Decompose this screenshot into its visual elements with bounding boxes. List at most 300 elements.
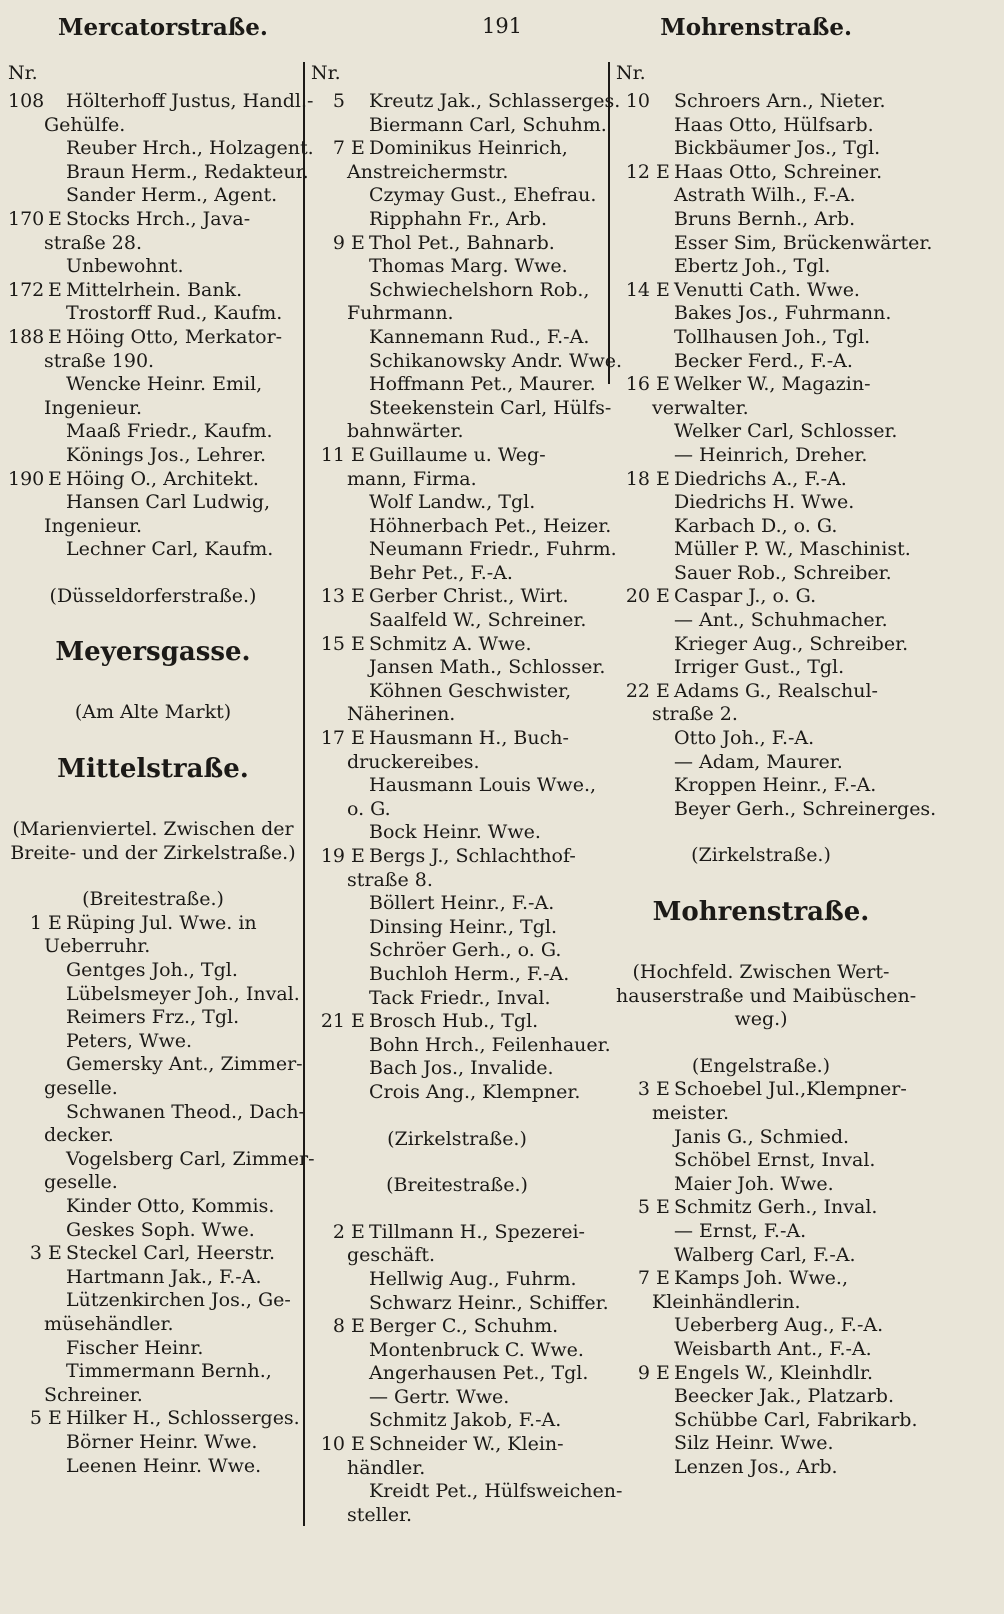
house-number xyxy=(8,1455,48,1479)
entry-row xyxy=(311,656,606,680)
entry-text: Lechner Carl, Kaufm. xyxy=(66,538,274,561)
owner-mark xyxy=(351,892,369,916)
entry-text: Astrath Wilh., F.-A. xyxy=(674,184,856,207)
cross-street-note: (Zirkelstraße.) xyxy=(691,844,831,867)
owner-mark xyxy=(351,562,369,586)
entry-continuation xyxy=(8,114,298,138)
entry-text: Timmermann Bernh., xyxy=(66,1360,272,1383)
entry-text: Biermann Carl, Schuhm. xyxy=(369,113,607,136)
entry-text: Dominikus Heinrich, xyxy=(369,137,568,160)
house-number xyxy=(311,1081,351,1105)
entry-text: Ripphahn Fr., Arb. xyxy=(369,207,548,230)
entry-text: Berger C., Schuhm. xyxy=(369,1315,559,1338)
entry-text: Bohn Hrch., Feilenhauer. xyxy=(369,1033,611,1056)
entry-row xyxy=(616,231,933,256)
entry-text: Engels W., Kleinhdlr. xyxy=(674,1361,874,1384)
entry-text: Neumann Friedr., Fuhrm. xyxy=(369,538,617,561)
owner-mark xyxy=(656,184,674,208)
entry-row xyxy=(311,892,603,916)
entry-row xyxy=(616,1126,906,1150)
entry-text: bahnwärter. xyxy=(347,420,464,443)
entry-continuation xyxy=(311,420,603,444)
entry-row xyxy=(616,1196,906,1220)
owner-mark xyxy=(656,114,674,138)
entry-row xyxy=(8,1147,315,1172)
entry-text: Schikanowsky Andr. Wwe. xyxy=(369,349,623,372)
entry-text: Welker Carl, Schlosser. xyxy=(674,420,898,443)
entry-text: Wencke Heinr. Emil, xyxy=(66,373,263,396)
entry-row xyxy=(616,1314,906,1338)
entry-text: Bakes Jos., Fuhrmann. xyxy=(674,302,892,325)
owner-mark xyxy=(656,1126,674,1150)
house-number: 9 xyxy=(332,231,345,254)
entry-text: Esser Sim, Brückenwärter. xyxy=(674,231,933,254)
owner-mark xyxy=(351,821,369,845)
entry-text: geselle. xyxy=(44,1077,118,1099)
entry-text: Bickbäumer Jos., Tgl. xyxy=(674,137,881,160)
entry-text: Schmitz A. Wwe. xyxy=(369,632,532,655)
owner-mark: E xyxy=(656,1361,670,1384)
house-number xyxy=(8,1289,48,1313)
owner-mark xyxy=(656,1338,674,1362)
entry-row xyxy=(616,302,906,326)
entry-text: Becker Ferd., F.-A. xyxy=(674,349,853,372)
house-number xyxy=(311,1409,351,1433)
house-number: 18 xyxy=(625,467,650,490)
house-number: 8 xyxy=(332,1315,345,1338)
entry-row xyxy=(8,373,298,397)
owner-mark xyxy=(656,255,674,279)
entry-row xyxy=(8,912,298,936)
entry-text: verwalter. xyxy=(652,396,749,419)
entry-row xyxy=(311,987,603,1011)
owner-mark xyxy=(656,326,674,350)
entry-text: Otto Joh., F.-A. xyxy=(674,727,815,750)
owner-mark xyxy=(48,1289,66,1313)
entry-text: händler. xyxy=(347,1456,426,1479)
entry-row xyxy=(616,161,906,185)
entry-row xyxy=(8,160,309,185)
entry-text: Haas Otto, Schreiner. xyxy=(674,160,883,183)
entry-continuation xyxy=(311,798,603,822)
entry-row xyxy=(311,373,603,397)
entry-row xyxy=(616,255,906,279)
owner-mark: E xyxy=(48,207,62,230)
owner-mark xyxy=(351,255,369,279)
entry-text: Tillmann H., Spezerei- xyxy=(369,1220,585,1243)
entry-row xyxy=(616,1362,906,1386)
owner-mark: E xyxy=(48,325,62,348)
entry-text: Crois Ang., Klempner. xyxy=(369,1080,581,1103)
house-number xyxy=(311,963,351,987)
house-number xyxy=(616,302,656,326)
entry-text: Guillaume u. Weg- xyxy=(369,443,546,466)
owner-mark xyxy=(48,90,66,114)
entry-row xyxy=(616,137,906,161)
entry-text: Hilker H., Schlosserges. xyxy=(66,1407,300,1430)
owner-mark xyxy=(351,373,369,397)
owner-mark xyxy=(656,1385,674,1409)
entry-text: — Ant., Schuhmacher. xyxy=(674,609,888,632)
entry-text: straße 28. xyxy=(44,231,142,254)
street-description: weg.) xyxy=(734,1008,788,1031)
house-number: 12 xyxy=(625,160,650,183)
house-number xyxy=(616,350,656,374)
owner-mark: E xyxy=(48,1407,62,1430)
house-number: 10 xyxy=(625,90,650,112)
entry-text: Venutti Cath. Wwe. xyxy=(674,278,860,301)
entry-row xyxy=(8,208,298,232)
entry-text: Irriger Gust., Tgl. xyxy=(674,656,845,679)
entry-text: Welker W., Magazin- xyxy=(674,373,871,396)
house-number: 5 xyxy=(637,1196,650,1219)
house-number: 5 xyxy=(29,1407,42,1430)
house-number xyxy=(8,420,48,444)
owner-mark xyxy=(48,1431,66,1455)
entry-row xyxy=(616,326,906,350)
entry-row xyxy=(616,656,906,680)
entry-text: steller. xyxy=(347,1503,413,1526)
house-number: 10 xyxy=(320,1433,345,1456)
owner-mark xyxy=(656,727,674,751)
entry-row xyxy=(8,1431,298,1455)
house-number: 15 xyxy=(320,632,345,655)
entry-text: — Ernst, F.-A. xyxy=(674,1219,807,1242)
entry-text: Hellwig Aug., Fuhrm. xyxy=(369,1267,577,1290)
entry-row xyxy=(311,1315,603,1339)
house-number xyxy=(311,1057,351,1081)
owner-mark xyxy=(48,983,66,1007)
owner-mark xyxy=(48,1006,66,1030)
owner-mark xyxy=(48,161,66,185)
entry-text: straße 8. xyxy=(347,868,433,891)
entry-text: Bach Jos., Invalide. xyxy=(369,1057,554,1080)
house-number xyxy=(311,114,351,138)
entry-row xyxy=(311,963,603,987)
entry-text: — Adam, Maurer. xyxy=(674,750,843,773)
house-number: 188 xyxy=(8,325,45,348)
owner-mark: E xyxy=(351,585,365,608)
entry-row xyxy=(311,1386,603,1410)
house-number xyxy=(616,1314,656,1338)
cross-street-note: (Engelstraße.) xyxy=(691,1054,831,1077)
entry-text: müsehändler. xyxy=(44,1312,174,1335)
entry-continuation xyxy=(311,302,603,326)
owner-mark xyxy=(656,90,674,114)
owner-mark xyxy=(351,1081,369,1105)
owner-mark: E xyxy=(656,1196,670,1219)
house-number: 1 xyxy=(29,911,42,934)
entry-row xyxy=(616,797,937,822)
entry-row xyxy=(8,1360,298,1384)
entry-row xyxy=(311,585,603,609)
owner-mark xyxy=(351,1362,369,1386)
entry-row xyxy=(616,1385,906,1409)
entry-text: Trostorff Rud., Kaufm. xyxy=(66,302,283,325)
owner-mark xyxy=(48,1337,66,1361)
house-number xyxy=(311,680,351,704)
owner-mark xyxy=(656,1314,674,1338)
house-number xyxy=(8,1360,48,1384)
entry-text: Kannemann Rud., F.-A. xyxy=(369,325,590,348)
owner-mark xyxy=(48,959,66,983)
owner-mark xyxy=(351,1480,369,1504)
house-number xyxy=(311,1480,351,1504)
owner-mark xyxy=(351,90,369,114)
entry-row xyxy=(311,396,612,421)
entry-text: Unbewohnt. xyxy=(66,255,184,278)
entry-row xyxy=(616,680,906,704)
entry-row xyxy=(311,1010,603,1034)
entry-row xyxy=(8,326,298,350)
entry-row xyxy=(311,1081,603,1105)
owner-mark: E xyxy=(48,1242,62,1265)
entry-text: Walberg Carl, F.-A. xyxy=(674,1243,856,1266)
house-number xyxy=(311,1034,351,1058)
entry-text: Stocks Hrch., Java- xyxy=(66,207,251,230)
house-number xyxy=(8,1431,48,1455)
house-number xyxy=(311,916,351,940)
owner-mark xyxy=(351,350,369,374)
owner-mark xyxy=(48,1148,66,1172)
entry-row xyxy=(8,302,298,326)
entry-row xyxy=(311,680,603,704)
entry-text: Ebertz Joh., Tgl. xyxy=(674,255,831,278)
house-number xyxy=(616,1385,656,1409)
entry-text: Näherinen. xyxy=(347,703,456,726)
entry-text: Brosch Hub., Tgl. xyxy=(369,1010,539,1033)
entry-text: Hoffmann Pet., Maurer. xyxy=(369,373,596,396)
entry-row xyxy=(616,373,906,397)
cross-street-note: (Breitestraße.) xyxy=(386,1174,528,1197)
entry-text: Kreidt Pet., Hülfsweichen- xyxy=(369,1480,623,1503)
running-head-right: Mohrenstraße. xyxy=(660,14,852,41)
entry-row xyxy=(311,633,603,657)
entry-text: Kroppen Heinr., F.-A. xyxy=(674,774,877,797)
house-number xyxy=(311,1268,351,1292)
house-number xyxy=(616,137,656,161)
owner-mark: E xyxy=(656,373,670,396)
entry-row xyxy=(8,1219,298,1243)
entry-text: Beecker Jak., Platzarb. xyxy=(674,1385,894,1408)
street-description: (Hochfeld. Zwischen Wert- xyxy=(632,961,890,983)
entry-row xyxy=(311,349,623,374)
entry-row xyxy=(311,1057,603,1081)
entry-text: Schneider W., Klein- xyxy=(369,1433,564,1456)
entry-text: Beyer Gerh., Schreinerges. xyxy=(674,797,937,820)
entry-text: Schröer Gerh., o. G. xyxy=(369,939,562,962)
entry-text: Geskes Soph. Wwe. xyxy=(66,1218,255,1241)
entry-row xyxy=(311,444,603,468)
owner-mark xyxy=(48,1101,66,1125)
entry-text: Schoebel Jul.,Klempner- xyxy=(674,1078,907,1101)
house-number xyxy=(616,232,656,256)
entry-row xyxy=(8,1266,298,1290)
entry-list xyxy=(616,1078,918,1479)
house-number xyxy=(311,1339,351,1363)
house-number: 5 xyxy=(332,90,345,112)
owner-mark xyxy=(48,184,66,208)
entry-row xyxy=(8,1407,298,1431)
house-number xyxy=(311,279,351,303)
entry-text: Schwiechelshorn Rob., xyxy=(369,278,590,301)
entry-continuation xyxy=(8,350,298,374)
entry-text: Bergs J., Schlachthof- xyxy=(369,845,576,867)
house-number xyxy=(8,373,48,397)
owner-mark xyxy=(48,1266,66,1290)
entry-text: Könings Jos., Lehrer. xyxy=(66,443,267,466)
entry-continuation xyxy=(311,1504,603,1528)
house-number xyxy=(311,208,351,232)
owner-mark xyxy=(351,1034,369,1058)
column-rule-1 xyxy=(303,62,305,1526)
house-number xyxy=(311,373,351,397)
entry-row xyxy=(8,959,298,983)
entry-text: Maaß Friedr., Kaufm. xyxy=(66,420,273,443)
house-number xyxy=(616,656,656,680)
entry-continuation xyxy=(311,161,603,185)
house-number xyxy=(8,538,48,562)
owner-mark: E xyxy=(351,1315,365,1338)
owner-mark: E xyxy=(351,137,365,160)
entry-text: meister. xyxy=(652,1101,730,1124)
owner-mark xyxy=(351,963,369,987)
house-number xyxy=(8,1195,48,1219)
entry-continuation xyxy=(616,397,906,421)
owner-mark: E xyxy=(351,1010,365,1033)
owner-mark xyxy=(656,137,674,161)
entry-row xyxy=(311,90,621,114)
entry-row xyxy=(311,1433,603,1457)
entry-row xyxy=(8,983,298,1007)
entry-text: Fischer Heinr. xyxy=(66,1336,204,1359)
house-number xyxy=(311,821,351,845)
house-number xyxy=(8,1219,48,1243)
entry-row xyxy=(616,632,909,657)
entry-text: Caspar J., o. G. xyxy=(674,585,817,608)
house-number: 190 xyxy=(8,467,45,490)
entry-text: Dinsing Heinr., Tgl. xyxy=(369,915,558,938)
entry-row xyxy=(616,1220,906,1244)
house-number: 9 xyxy=(637,1361,650,1384)
entry-row xyxy=(311,1033,611,1058)
entry-text: Janis G., Schmied. xyxy=(674,1125,850,1148)
entry-text: Haas Otto, Hülfsarb. xyxy=(674,113,874,136)
house-number: 19 xyxy=(320,845,345,867)
owner-mark xyxy=(48,538,66,562)
entry-text: geselle. xyxy=(44,1171,118,1194)
entry-text: Müller P. W., Maschinist. xyxy=(674,538,911,561)
entry-text: Ueberberg Aug., F.-A. xyxy=(674,1314,884,1337)
house-number xyxy=(311,656,351,680)
entry-continuation xyxy=(311,751,603,775)
entry-text: straße 2. xyxy=(652,703,738,726)
entry-continuation xyxy=(311,1457,603,1481)
entry-row xyxy=(311,279,603,303)
owner-mark: E xyxy=(656,278,670,301)
entry-text: Silz Heinr. Wwe. xyxy=(674,1432,834,1455)
house-number xyxy=(616,184,656,208)
entry-row xyxy=(8,1006,298,1030)
owner-mark xyxy=(351,609,369,633)
owner-mark: E xyxy=(656,679,670,702)
entry-list xyxy=(8,90,314,562)
house-number xyxy=(311,515,351,539)
house-number xyxy=(311,255,351,279)
owner-mark xyxy=(656,1220,674,1244)
owner-mark: E xyxy=(656,1267,670,1290)
entry-row xyxy=(616,585,906,609)
owner-mark xyxy=(48,420,66,444)
owner-mark xyxy=(48,1030,66,1054)
house-number xyxy=(8,184,48,208)
owner-mark xyxy=(656,1149,674,1173)
house-number xyxy=(616,1432,656,1456)
entry-text: Höing O., Architekt. xyxy=(66,467,259,490)
house-number xyxy=(616,1338,656,1362)
house-number xyxy=(616,751,656,775)
entry-row xyxy=(616,515,906,539)
house-number: 22 xyxy=(625,679,650,702)
entry-row xyxy=(8,137,314,161)
owner-mark xyxy=(656,798,674,822)
owner-mark xyxy=(351,326,369,350)
owner-mark: E xyxy=(351,443,365,466)
owner-mark: E xyxy=(656,585,670,608)
entry-text: Diedrichs A., F.-A. xyxy=(674,467,847,490)
entry-text: Kleinhändlerin. xyxy=(652,1290,801,1313)
entry-continuation xyxy=(8,1313,298,1337)
entry-text: Lenzen Jos., Arb. xyxy=(674,1455,838,1478)
entry-text: Böllert Heinr., F.-A. xyxy=(369,892,555,915)
owner-mark xyxy=(48,255,66,279)
entry-row xyxy=(8,279,298,303)
house-number xyxy=(311,538,351,562)
house-number xyxy=(616,1456,656,1480)
house-number xyxy=(616,444,656,468)
house-number xyxy=(311,774,351,798)
entry-text: Schmitz Jakob, F.-A. xyxy=(369,1409,562,1432)
entry-text: Bruns Bernh., Arb. xyxy=(674,207,856,230)
street-description: (Marienviertel. Zwischen der xyxy=(12,818,294,841)
entry-row xyxy=(8,1337,298,1361)
owner-mark: E xyxy=(656,160,670,183)
entry-row xyxy=(311,113,607,138)
owner-mark xyxy=(351,114,369,138)
entry-text: Schroers Arn., Nieter. xyxy=(674,90,886,112)
house-number xyxy=(616,420,656,444)
entry-text: Anstreichermstr. xyxy=(347,160,509,183)
house-number: 2 xyxy=(332,1220,345,1243)
entry-row xyxy=(616,1078,906,1102)
entry-row xyxy=(311,491,603,515)
entry-continuation xyxy=(8,1124,298,1148)
entry-text: Diedrichs H. Wwe. xyxy=(674,491,855,514)
house-number xyxy=(8,137,48,161)
nr-label: Nr. xyxy=(311,62,341,84)
owner-mark xyxy=(48,1219,66,1243)
entry-continuation xyxy=(311,869,603,893)
entry-row xyxy=(616,350,906,374)
house-number xyxy=(311,184,351,208)
house-number: 108 xyxy=(8,90,45,112)
owner-mark xyxy=(351,491,369,515)
house-number xyxy=(311,1362,351,1386)
entry-text: Höhnerbach Pet., Heizer. xyxy=(369,514,612,537)
entry-text: decker. xyxy=(44,1124,114,1147)
owner-mark xyxy=(48,1195,66,1219)
entry-text: Gemersky Ant., Zimmer- xyxy=(66,1053,303,1076)
